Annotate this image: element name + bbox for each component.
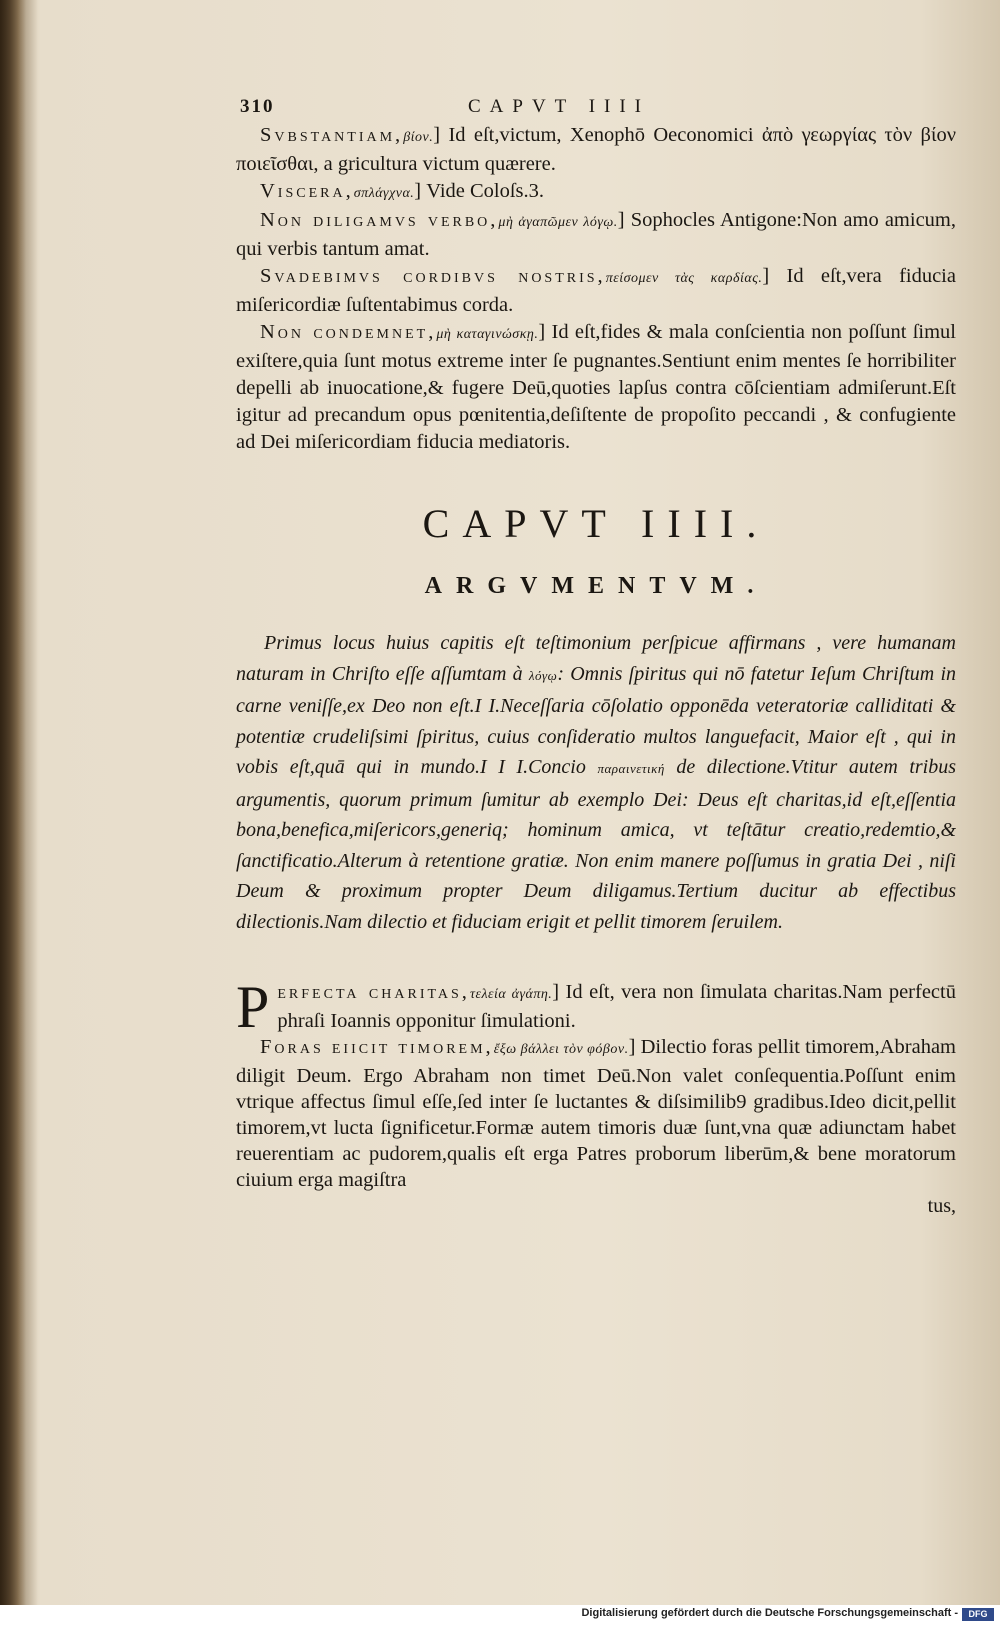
lemma: Non diligamvs verbo, bbox=[260, 209, 499, 231]
running-head bbox=[236, 96, 956, 122]
greek-term: πείσομεν τὰς καρδίας. bbox=[605, 271, 763, 286]
digitization-footer bbox=[0, 1605, 1000, 1625]
argument-text bbox=[236, 628, 956, 937]
entry-text: ] Id eſt,victum, Xenophō Oeconomici ἀπὸ γεωργίας τὸν βίον ποιεῖσθαι, a gricultura victum quærere. bbox=[236, 124, 956, 175]
commentary-entry bbox=[236, 974, 956, 1040]
catchword: tus, bbox=[927, 1195, 956, 1217]
lemma: Svadebimvs cordibvs nostris, bbox=[260, 265, 606, 287]
dfg-logo: DFG bbox=[962, 1608, 994, 1621]
lemma: Foras eiicit timorem, bbox=[260, 1036, 494, 1058]
entry-text: ] Sophocles Antigone:Non amo amicum, qui verbis tantum amat. bbox=[236, 209, 956, 260]
commentary-entry bbox=[236, 263, 956, 319]
greek-term: μὴ ἀγαπῶμεν λόγῳ. bbox=[498, 215, 618, 230]
funding-notice: Digitalisierung gefördert durch die Deutsche Forschungsgemeinschaft - bbox=[581, 1607, 958, 1619]
argument-heading: ARGVMENTVM. bbox=[424, 573, 768, 599]
drop-cap: P bbox=[236, 974, 270, 1040]
greek-term: βίον. bbox=[403, 130, 434, 145]
commentary-entry bbox=[236, 207, 956, 263]
lemma: Non condemnet, bbox=[260, 321, 437, 343]
running-title: CAPVT IIII bbox=[468, 96, 651, 117]
lemma: erfecta charitas, bbox=[277, 981, 470, 1003]
chapter-title: CAPVT IIII. bbox=[422, 501, 770, 546]
argument-text-part: : Omnis ſpiritus qui nō fatetur Ieſum Chriſtum in carne veniſſe,ex Deo non eſt.I I.Neceſſaria cōſolatio opponēda veteratoriæ calliditati & potentiæ crudeliſsimi ſpiritus, cuius conſideratio multos languefacit, Maior eſt , qui in vobis eſt,quā qui in mundo.I I I.Concio bbox=[236, 662, 957, 778]
entry-text: ] Dilectio foras pellit timorem,Abraham diligit Deum. Ergo Abraham non timet Deū.Non valet conſequentia.Poſſunt enim vtrique affectus ſimul eſſe,ſed inter ſe luctantes & diſsimilib9 gradibus.Ideo dicit,pellit timorem,vt lucta ſignificetur.Formæ autem timoris duæ ſunt,vna quæ adiunctam habet reuerentiam ac pudorem,qualis eſt erga Patres proborum liberūm,& bene moratorum ciuium erga magiſtra bbox=[236, 1036, 956, 1191]
entry-text: ] Vide Coloſs.3. bbox=[414, 180, 545, 202]
page-text-block bbox=[236, 96, 956, 1218]
lemma: Svbstantiam, bbox=[260, 124, 404, 146]
greek-term: λόγῳ bbox=[528, 667, 558, 683]
lemma: Viscera, bbox=[260, 180, 354, 202]
book-gutter bbox=[0, 0, 38, 1605]
page-number: 310 bbox=[240, 96, 275, 117]
greek-term: παραινετική bbox=[597, 761, 665, 776]
argument-text-part: de dilectione.Vtitur autem tribus argumentis, quorum primum ſumitur ab exemplo Dei: Deus eſt charitas,id eſt,eſſentia bona,benefica,miſericors,generiq; hominum amica, vt teſtātur creatio,redemtio,& ſanctificatio.Alterum à retentione gratiæ. Non enim manere poſſumus in gratia Dei , niſi Deum & proximum propter Deum diligamus.Tertium ducitur ab effectibus dilectionis.Nam dilectio et fiduciam erigit et pellit timorem ſeruilem. bbox=[236, 756, 956, 933]
argument-text-part: Primus locus huius capitis eſt teſtimonium perſpicue affirmans , vere humanam naturam in Chriſto eſſe aſſumtam à bbox=[236, 632, 956, 685]
commentary-entry bbox=[236, 1034, 956, 1193]
greek-term: μὴ καταγινώσκῃ. bbox=[436, 327, 539, 342]
commentary-entry bbox=[236, 122, 956, 178]
greek-term: ἔξω βάλλει τὸν φόβον. bbox=[493, 1042, 629, 1057]
commentary-entry bbox=[236, 178, 956, 207]
greek-term: τελεία ἀγάπη. bbox=[469, 987, 553, 1002]
entry-text: ] Id eſt,vera fiducia miſericordiæ ſuſtentabimus corda. bbox=[236, 265, 956, 316]
entry-text: ] Id eſt,fides & mala conſcientia non poſſunt ſimul exiſtere,quia ſunt motus extreme inter ſe pugnantes.Sentiunt enim mentes ſe horribiliter depelli ab inuocatione,& fugere Deū,quoties lapſus contra cōſcientiam admiſerunt.Eſt igitur ad precandum opus pœnitentia,deſiſtente de propoſito peccandi , & confugiente ad Dei miſericordiam fiducia mediatoris. bbox=[236, 321, 957, 453]
entry-text: ] Id eſt, vera non ſimulata charitas.Nam perfectū phraſi Ioannis opponitur ſimulationi. bbox=[277, 981, 956, 1032]
commentary-entry bbox=[236, 319, 956, 456]
chapter-commentary bbox=[236, 974, 956, 1218]
greek-term: σπλάγχνα. bbox=[353, 186, 415, 201]
